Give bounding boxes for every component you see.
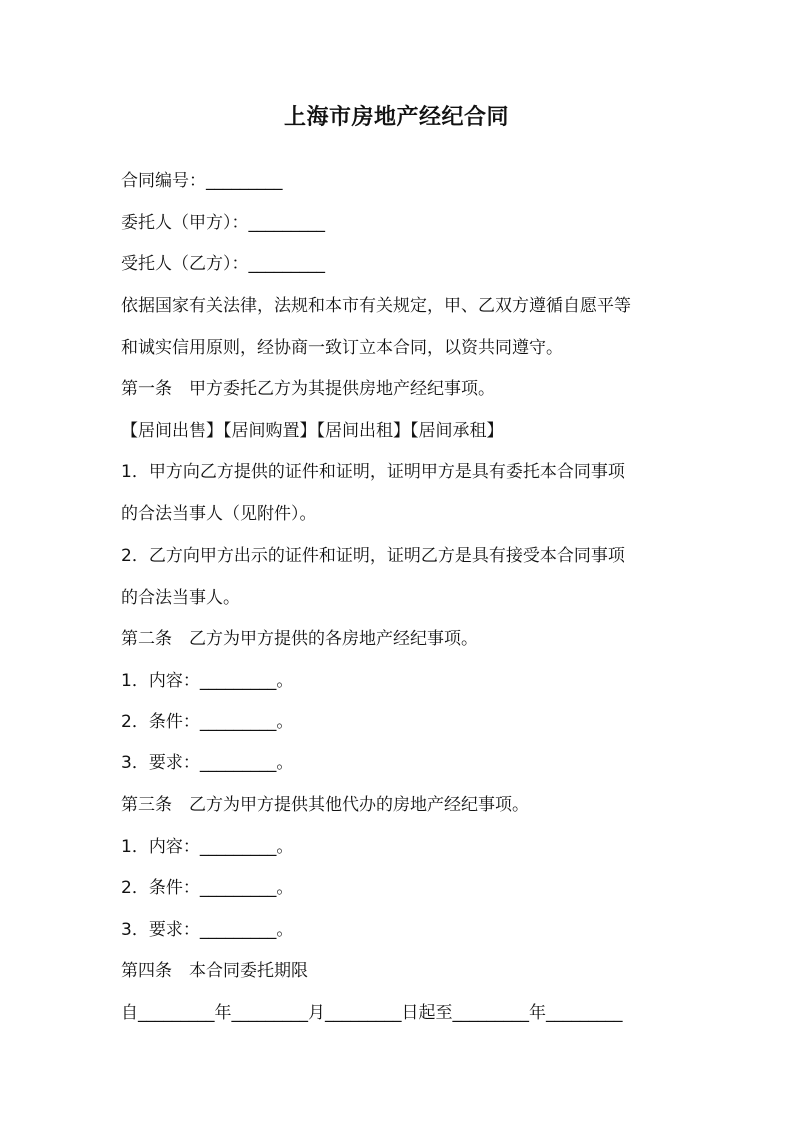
article-3-item-requirements: 3．要求：_________。 (121, 920, 294, 940)
article-1-item-1-line-2: 的合法当事人（见附件）。 (121, 504, 317, 524)
document-title: 上海市房地产经纪合同 (283, 105, 509, 130)
article-2-item-requirements: 3．要求：_________。 (121, 753, 294, 773)
article-2-item-content: 1．内容：_________。 (121, 671, 294, 691)
article-1-item-2-line-2: 的合法当事人。 (121, 588, 240, 608)
party-a-line: 委托人（甲方）：_________ (121, 213, 325, 233)
article-2-heading: 第二条 乙方为甲方提供的各房地产经纪事项。 (121, 629, 478, 649)
article-1-item-1-line-1: 1．甲方向乙方提供的证件和证明，证明甲方是具有委托本合同事项 (121, 462, 625, 482)
preamble-line-1: 依据国家有关法律，法规和本市有关规定，甲、乙双方遵循自愿平等 (121, 296, 631, 316)
article-3-item-conditions: 2．条件：_________。 (121, 878, 294, 898)
party-b-line: 受托人（乙方）：_________ (121, 254, 325, 274)
article-2-item-conditions: 2．条件：_________。 (121, 712, 294, 732)
article-1-item-2-line-1: 2．乙方向甲方出示的证件和证明，证明乙方是具有接受本合同事项 (121, 546, 625, 566)
preamble-line-2: 和诚实信用原则，经协商一致订立本合同，以资共同遵守。 (121, 338, 563, 358)
article-3-item-content: 1．内容：_________。 (121, 837, 294, 857)
article-4-heading: 第四条 本合同委托期限 (121, 961, 308, 981)
service-options-line: 【居间出售】【居间购置】【居间出租】【居间承租】 (121, 421, 504, 441)
article-1-heading: 第一条 甲方委托乙方为其提供房地产经纪事项。 (121, 379, 495, 399)
article-3-heading: 第三条 乙方为甲方提供其他代办的房地产经纪事项。 (121, 795, 529, 815)
contract-number-line: 合同编号：_________ (121, 171, 283, 191)
term-period-line: 自_________年_________月_________日起至_________年_________ (121, 1003, 623, 1023)
